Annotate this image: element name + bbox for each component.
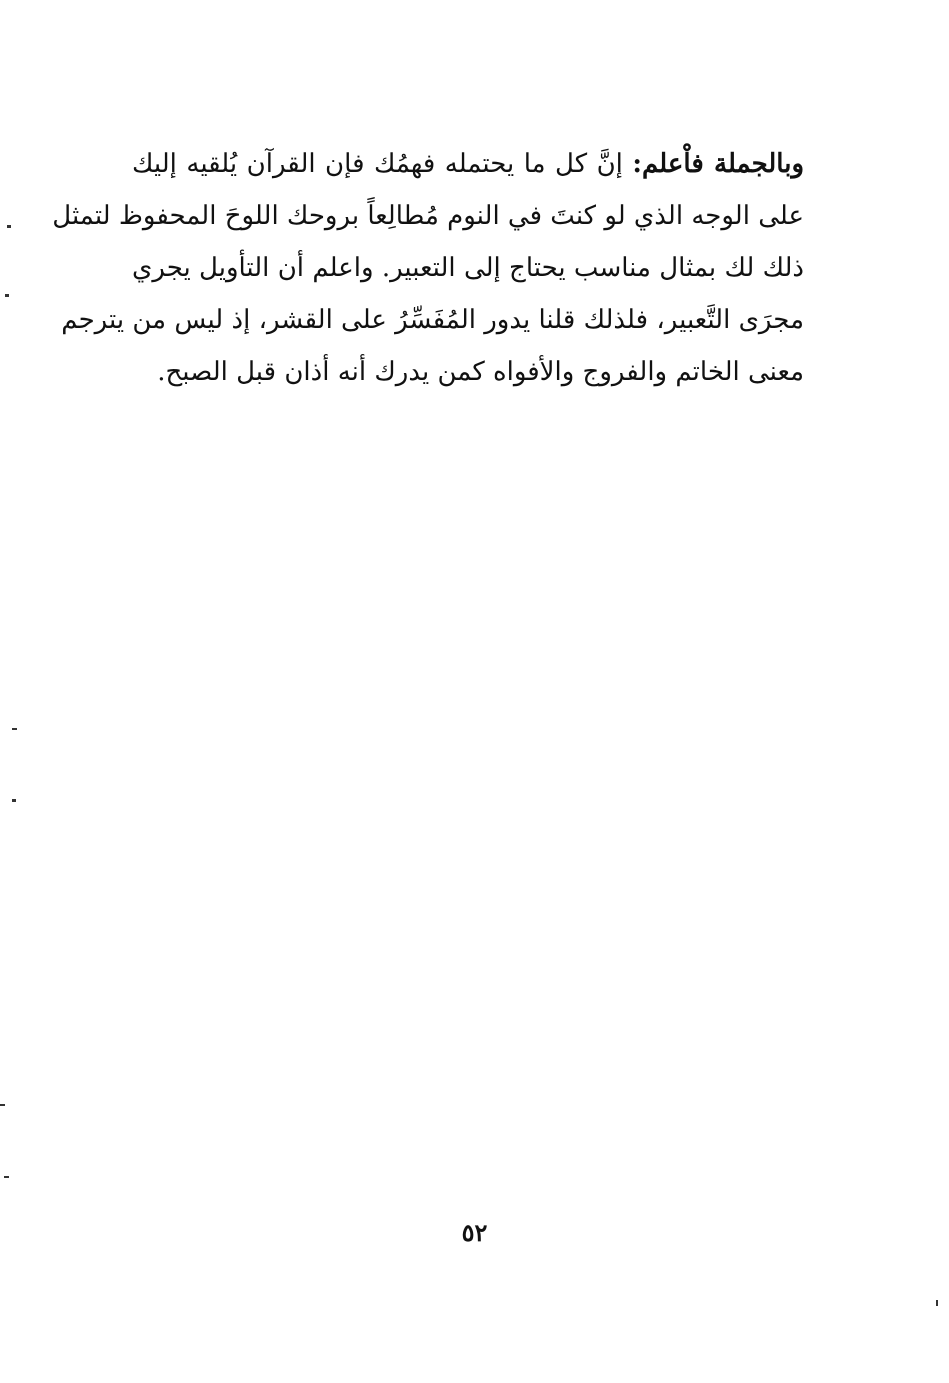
scan-speck <box>7 225 11 228</box>
scan-speck <box>12 799 16 802</box>
paragraph-lead: وبالجملة فاْعلم: <box>632 149 805 179</box>
text-line-3: ذلك لك بمثال مناسب يحتاج إلى التعبير. واعلم أن التأويل يجري <box>132 253 804 283</box>
scan-speck <box>12 728 17 730</box>
scan-speck <box>5 294 9 297</box>
text-line-1-rest: إنَّ كل ما يحتمله فهمُك فإن القرآن يُلقيه إليك <box>132 149 633 179</box>
body-paragraph <box>52 138 805 398</box>
scan-speck <box>4 1176 9 1178</box>
text-line-1 <box>132 138 804 190</box>
text-line-4: مجرَى التَّعبير، فلذلك قلنا يدور المُفَسِّرُ على القشر، إذ ليس من يترجم <box>61 305 804 335</box>
text-line-2: على الوجه الذي لو كنتَ في النوم مُطالِعاً بروحك اللوحَ المحفوظ لتمثل <box>52 201 804 231</box>
scan-speck <box>936 1300 938 1306</box>
text-line-5: معنى الخاتم والفروج والأفواه كمن يدرك أنه أذان قبل الصبح. <box>157 357 804 387</box>
page-number: ٥٢ <box>461 1218 488 1247</box>
scan-speck <box>0 1104 5 1106</box>
